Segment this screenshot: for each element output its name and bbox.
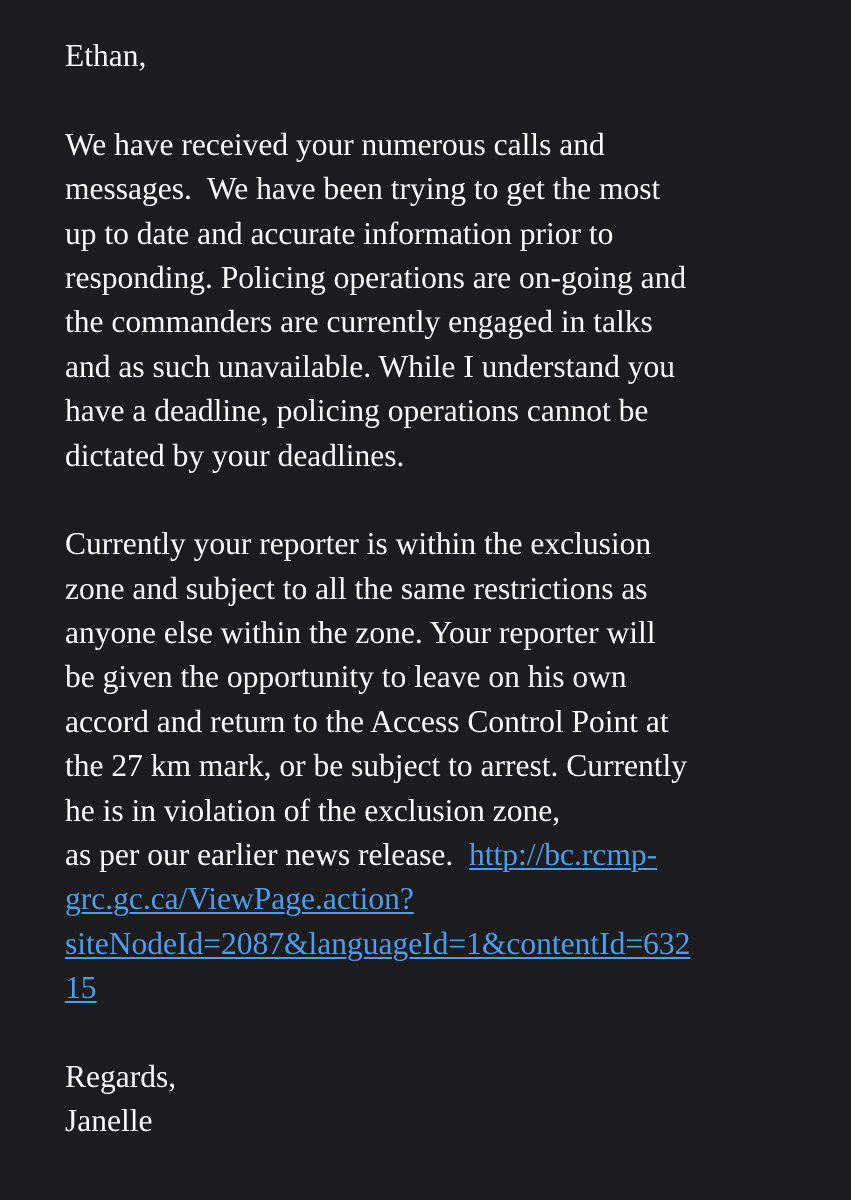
blank-line — [65, 78, 825, 122]
paragraph-2-line: be given the opportunity to leave on his own — [65, 659, 627, 695]
paragraph-1-line: messages. We have been trying to get the most — [65, 171, 661, 207]
paragraph-2-line: anyone else within the zone. Your reporter will — [65, 615, 656, 651]
paragraph-1-line: the commanders are currently engaged in talks — [65, 304, 653, 340]
paragraph-1 — [65, 123, 825, 478]
paragraph-1-line: We have received your numerous calls and — [65, 126, 605, 162]
paragraph-1-line: have a deadline, policing operations cannot be — [65, 393, 649, 429]
email-body — [65, 34, 825, 1144]
news-release-link[interactable]: 15 — [65, 970, 97, 1006]
news-release-link[interactable]: siteNodeId=2087&languageId=1&contentId=632 — [65, 925, 691, 961]
paragraph-2-line: accord and return to the Access Control Point at — [65, 703, 669, 739]
closing: Regards, — [65, 1058, 177, 1094]
blank-line — [65, 1011, 825, 1055]
news-release-link[interactable]: http://bc.rcmp- — [469, 837, 658, 873]
paragraph-1-line: up to date and accurate information prior to — [65, 215, 614, 251]
news-release-link[interactable]: grc.gc.ca/ViewPage.action? — [65, 881, 414, 917]
paragraph-1-line: responding. Policing operations are on-going and — [65, 259, 687, 295]
news-release-line — [65, 833, 825, 877]
paragraph-2-line: zone and subject to all the same restrictions as — [65, 570, 648, 606]
paragraph-2-line: Currently your reporter is within the exclusion — [65, 526, 652, 562]
link-continuation-line — [65, 922, 825, 966]
paragraph-2 — [65, 522, 825, 1010]
paragraph-2-line: the 27 km mark, or be subject to arrest. Currently — [65, 748, 687, 784]
news-release-text: as per our earlier news release. — [65, 837, 470, 873]
greeting: Ethan, — [65, 38, 147, 73]
paragraph-2-line: he is in violation of the exclusion zone, — [65, 792, 561, 828]
link-continuation-line — [65, 877, 825, 921]
paragraph-1-line: dictated by your deadlines. — [65, 437, 405, 473]
signature: Janelle — [65, 1103, 153, 1139]
link-continuation-line — [65, 966, 825, 1010]
paragraph-1-line: and as such unavailable. While I understand you — [65, 348, 675, 384]
blank-line — [65, 478, 825, 522]
